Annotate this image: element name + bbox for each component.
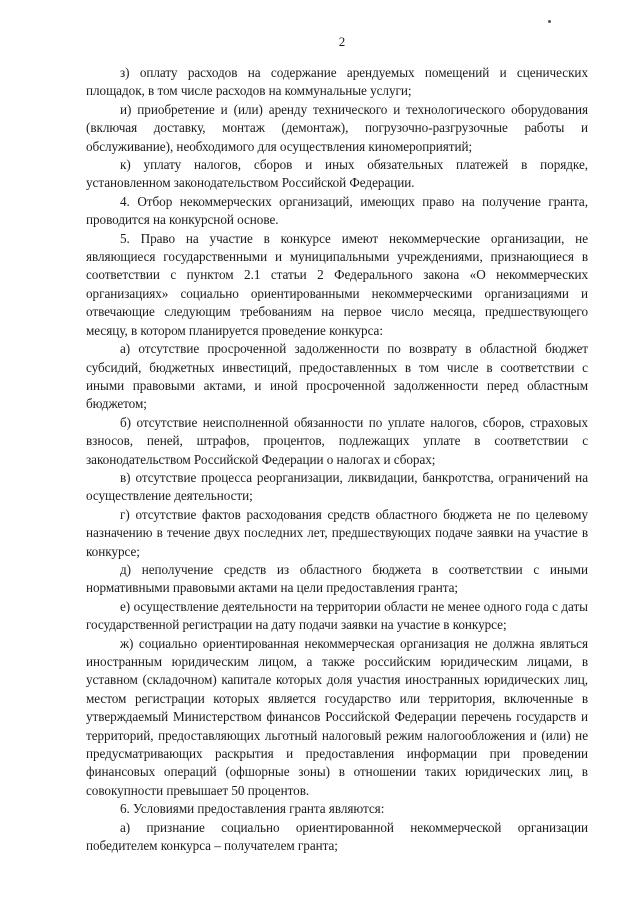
- paragraph-5g: г) отсутствие фактов расходования средств областного бюджета не по целевому назначению в течение двух последних лет, предшествующих подаче заявки на участие в конкурсе;: [86, 506, 588, 559]
- paragraph-5zh: ж) социально ориентированная некоммерческая организация не должна являться иностранным юридическим лицом, а также российским юридическим лицами, в уставном (складочном) капитале которых доля участия иностранных юридических лиц, местом регистрации которых является государство или территория, включенные в утверждаемый Министерством финансов Российской Федерации перечень государств и территорий, предоставляющих льготный налоговый режим налогообложения и (или) не предусматривающих раскрытия и предоставления информации при проведении финансовых операций (офшорные зоны) в отношении таких юридических лиц, в совокупности превышает 50 процентов.: [86, 635, 588, 798]
- paragraph-k: к) уплату налогов, сборов и иных обязательных платежей в порядке, установленном законодательством Российской Федерации.: [86, 157, 588, 191]
- paragraph-5e: е) осуществление деятельности на территории области не менее одного года с даты государственной регистрации на дату подачи заявки на участие в конкурсе;: [86, 598, 588, 633]
- paragraph-5d: д) неполучение средств из областного бюджета в соответствии с иными нормативными правовыми актами на цели предоставления гранта;: [86, 561, 588, 596]
- paragraph-5v: в) отсутствие процесса реорганизации, ликвидации, банкротства, ограничений на осуществление деятельности;: [86, 469, 588, 504]
- scan-speck: [548, 20, 551, 23]
- paragraph-5b: б) отсутствие неисполненной обязанности по уплате налогов, сборов, страховых взносов, пеней, штрафов, процентов, подлежащих уплате в соответствии с законодательством Российской Федерации о налогах и сборах;: [86, 414, 588, 467]
- page-number: 2: [338, 34, 346, 49]
- paragraph-6: 6. Условиями предоставления гранта являются:: [120, 801, 385, 817]
- paragraph-4: 4. Отбор некоммерческих организаций, имеющих право на получение гранта, проводится на конкурсной основе.: [86, 193, 588, 228]
- paragraph-i: и) приобретение и (или) аренду технического и технологического оборудования (включая доставку, монтаж (демонтаж), погрузочно-разгрузочные работы и обслуживание), необходимого для осуществления киномероприятий;: [86, 101, 588, 154]
- paragraph-5a: а) отсутствие просроченной задолженности по возврату в областной бюджет субсидий, бюджетных инвестиций, предоставленных в том числе в соответствии с иными правовыми актами, и иной просроченной задолженности перед областным бюджетом;: [86, 341, 588, 412]
- paragraph-5: 5. Право на участие в конкурсе имеют некоммерческие организации, не являющиеся государственными и муниципальными учреждениями, признающиеся в соответствии с пунктом 2.1 статьи 2 Федерального закона «О некоммерческих организациях» социально ориентированными некоммерческими организациями и отвечающие следующим требованиям на первое число месяца, предшествующего месяцу, в котором планируется проведение конкурса:: [86, 230, 588, 338]
- paragraph-z: з) оплату расходов на содержание арендуемых помещений и сценических площадок, в том числе расходов на коммунальные услуги;: [86, 65, 588, 99]
- paragraph-6a: а) признание социально ориентированной некоммерческой организации победителем конкурса – получателем гранта;: [86, 819, 588, 854]
